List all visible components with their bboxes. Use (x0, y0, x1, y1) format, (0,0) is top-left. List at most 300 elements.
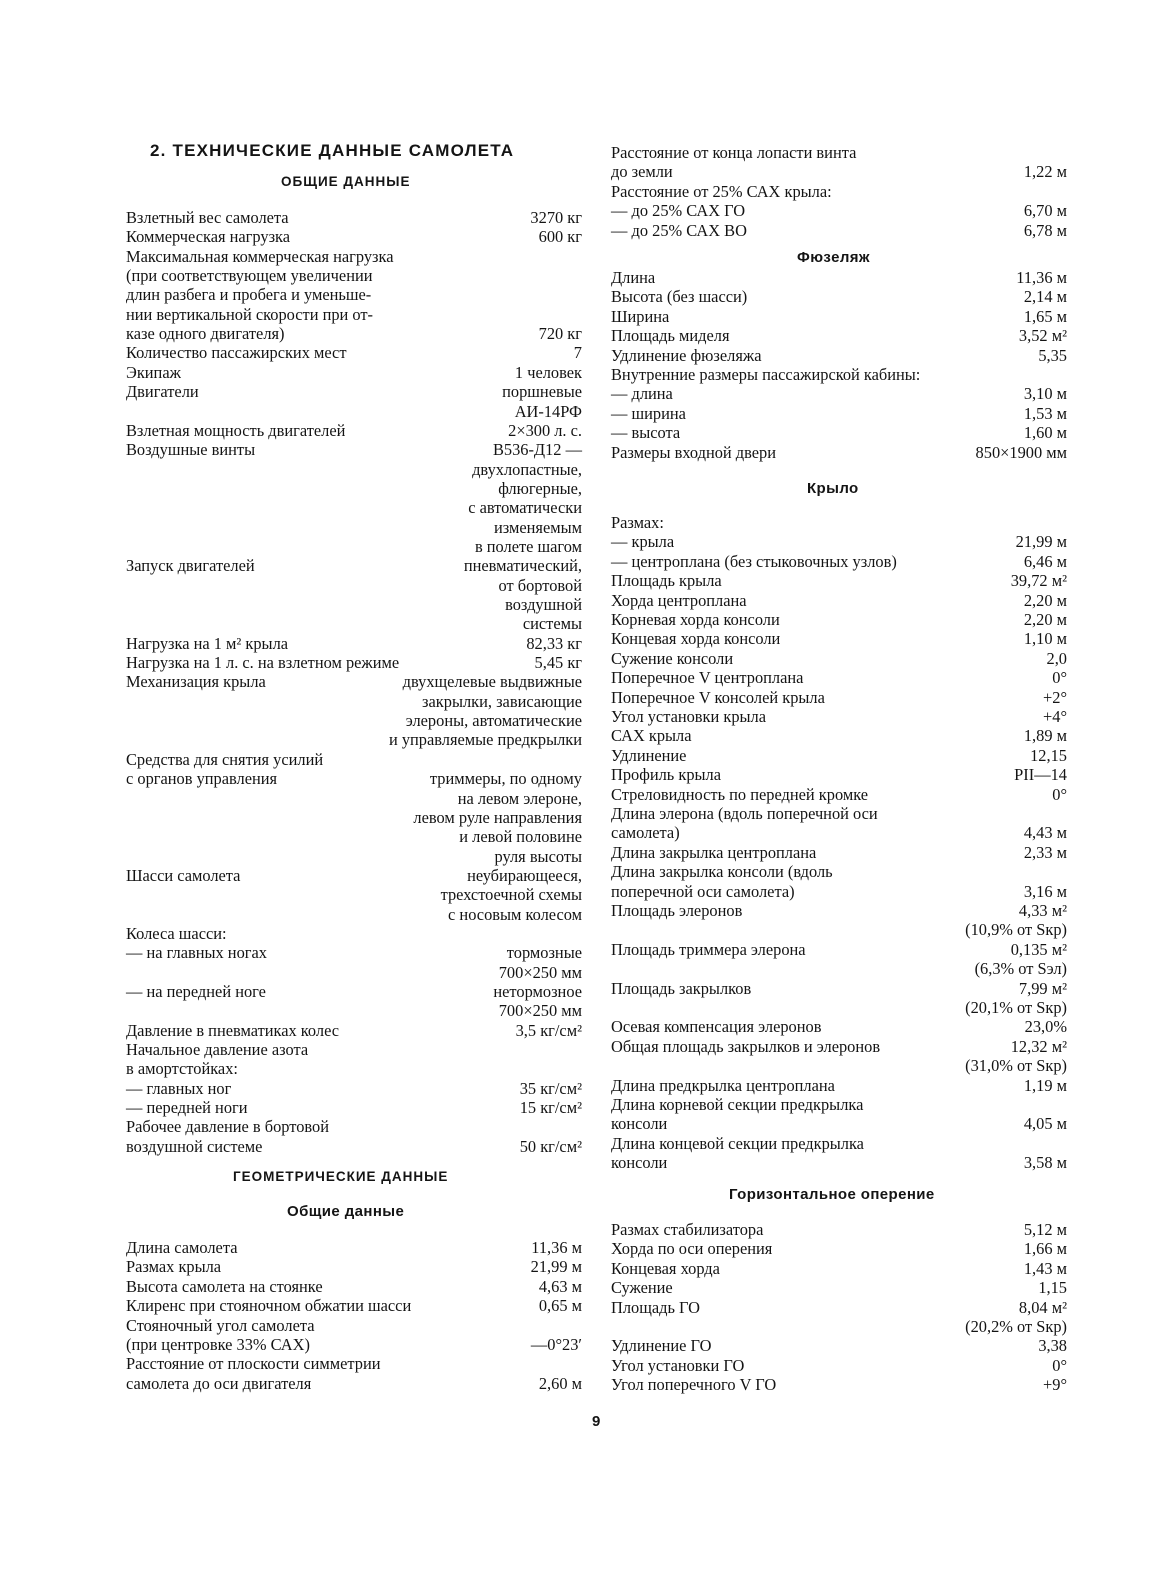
spec-value: 12,32 м² (1010, 1036, 1067, 1056)
spec-value: 4,05 м (1023, 1114, 1067, 1134)
spec-row (611, 1239, 1067, 1259)
spec-label: длин разбега и пробега и уменьше- (126, 285, 372, 305)
spec-row (611, 326, 1067, 346)
spec-row (611, 1220, 1067, 1240)
spec-value: 1,89 м (1023, 726, 1067, 746)
spec-label: Колеса шасси: (126, 923, 227, 943)
spec-row (611, 940, 1067, 960)
spec-row (126, 266, 582, 286)
spec-row (611, 268, 1067, 288)
spec-label: с органов управления (126, 769, 278, 789)
spec-value: двухлопастные, (472, 459, 582, 479)
spec-value: 3,5 кг/см² (515, 1020, 582, 1040)
spec-row (126, 595, 582, 615)
general-heading: ОБЩИЕ ДАННЫЕ (281, 174, 411, 189)
spec-label: Площадь крыла (611, 571, 722, 591)
spec-label: Нагрузка на 1 л. с. на взлетном режиме (126, 653, 400, 673)
spec-label: Высота самолета на стоянке (126, 1276, 323, 1296)
spec-row (611, 1056, 1067, 1076)
spec-row (611, 404, 1067, 424)
spec-label: Длина предкрылка центроплана (611, 1075, 835, 1095)
spec-label: — до 25% САХ ГО (611, 201, 746, 221)
spec-label: нии вертикальной скорости при от- (126, 304, 374, 324)
spec-label: — центроплана (без стыковочных узлов) (611, 551, 897, 571)
spec-row (126, 227, 582, 247)
spec-value: на левом элероне, (457, 788, 582, 808)
spec-value: (31,0% от Sкр) (965, 1056, 1067, 1076)
spec-label: казе одного двигателя) (126, 324, 285, 344)
spec-value: 600 кг (538, 227, 582, 247)
spec-label: Длина самолета (126, 1238, 238, 1257)
spec-label: Количество пассажирских мест (126, 343, 347, 363)
spec-label: Удлинение (611, 745, 687, 765)
spec-value: 6,70 м (1023, 201, 1067, 221)
spec-value: 2×300 л. с. (508, 420, 582, 440)
spec-value: 2,14 м (1023, 287, 1067, 307)
spec-label: — на главных ногах (126, 943, 267, 963)
spec-label: воздушной системе (126, 1136, 263, 1156)
spec-row (611, 726, 1067, 746)
spec-row (126, 1277, 582, 1297)
spec-value: 1,60 м (1023, 423, 1067, 443)
wing-heading: Крыло (807, 480, 859, 497)
spec-row (126, 1059, 582, 1079)
spec-row (611, 1134, 1067, 1154)
spec-row (126, 730, 582, 750)
page-title: 2. ТЕХНИЧЕСКИЕ ДАННЫЕ САМОЛЕТА (150, 141, 515, 160)
spec-label: Площадь ГО (611, 1297, 700, 1317)
spec-label: Концевая хорда (611, 1258, 720, 1278)
spec-label: Стояночный угол самолета (126, 1315, 315, 1335)
spec-value: 2,20 м (1023, 590, 1067, 610)
spec-label: Удлинение ГО (611, 1336, 712, 1356)
spec-value: 1,10 м (1023, 629, 1067, 649)
spec-row (126, 1040, 582, 1060)
spec-value: двухщелевые выдвижные (402, 672, 582, 692)
spec-value: 35 кг/см² (519, 1078, 582, 1098)
spec-row (126, 943, 582, 963)
spec-value: 21,99 м (530, 1257, 582, 1277)
spec-row (611, 823, 1067, 843)
spec-label: Внутренние размеры пассажирской кабины: (611, 365, 921, 384)
spec-value: 8,04 м² (1018, 1297, 1067, 1317)
spec-row (611, 1037, 1067, 1057)
spec-label: консоли (611, 1114, 668, 1134)
spec-label: Высота (без шасси) (611, 287, 748, 307)
spec-label: Хорда центроплана (611, 590, 747, 610)
spec-value: В536-Д12 — (492, 440, 582, 460)
spec-row (611, 979, 1067, 999)
spec-value: 23,0% (1024, 1017, 1067, 1037)
spec-row (611, 1259, 1067, 1279)
spec-value: 7,99 м² (1018, 978, 1067, 998)
spec-label: Поперечное V консолей крыла (611, 687, 825, 707)
spec-value: от бортовой (498, 575, 582, 595)
spec-value: изменяемым (493, 517, 582, 537)
spec-label: Площадь элеронов (611, 901, 743, 920)
spec-row (126, 672, 582, 692)
spec-row (611, 143, 1067, 163)
spec-row (611, 1153, 1067, 1173)
spec-label: Площадь триммера элерона (611, 939, 806, 959)
spec-value: 2,60 м (538, 1373, 582, 1393)
spec-row (611, 513, 1067, 533)
spec-value: 0° (1052, 668, 1067, 688)
fuselage-heading: Фюзеляж (797, 249, 870, 266)
spec-value: 5,45 кг (534, 653, 582, 673)
spec-row (126, 1296, 582, 1316)
spec-value: 1,43 м (1023, 1258, 1067, 1278)
spec-value: 1 человек (514, 362, 582, 382)
spec-value: +9° (1043, 1375, 1067, 1395)
spec-row (611, 1317, 1067, 1337)
spec-label: Корневая хорда консоли (611, 610, 780, 629)
spec-value: 0,135 м² (1010, 939, 1067, 959)
spec-value: (6,3% от Sэл) (974, 959, 1067, 979)
spec-row (126, 1079, 582, 1099)
spec-row (126, 1257, 582, 1277)
spec-row (126, 924, 582, 944)
spec-value: 12,15 (1030, 745, 1067, 765)
spec-row (126, 247, 582, 267)
spec-value: 0,65 м (538, 1296, 582, 1316)
spec-row (611, 688, 1067, 708)
spec-value: флюгерные, (498, 478, 582, 498)
spec-row (126, 1354, 582, 1374)
spec-row (126, 576, 582, 596)
spec-label: Длина концевой секции предкрылка (611, 1133, 864, 1153)
spec-row (611, 998, 1067, 1018)
spec-value: +4° (1043, 707, 1067, 726)
spec-row (611, 649, 1067, 669)
spec-value: 1,22 м (1023, 162, 1067, 182)
spec-value: 0° (1052, 784, 1067, 804)
spec-value: 3,16 м (1023, 881, 1067, 901)
spec-label: — до 25% САХ ВО (611, 220, 747, 240)
spec-row (126, 1137, 582, 1157)
spec-label: Площадь миделя (611, 326, 730, 346)
spec-value: элероны, автоматические (405, 711, 582, 731)
spec-row (126, 692, 582, 712)
spec-row (126, 769, 582, 789)
spec-label: самолета) (611, 823, 680, 843)
spec-value: 50 кг/см² (519, 1136, 582, 1156)
spec-label: — главных ног (126, 1078, 232, 1098)
spec-label: поперечной оси самолета) (611, 881, 795, 901)
spec-value: 3,38 (1038, 1336, 1067, 1356)
spec-label: — крыла (611, 532, 675, 552)
spec-row (611, 843, 1067, 863)
spec-label: Длина закрылка консоли (вдоль (611, 862, 833, 882)
spec-value: 1,53 м (1023, 403, 1067, 423)
spec-label: — ширина (611, 403, 686, 423)
spec-row (611, 1114, 1067, 1134)
spec-label: Длина элерона (вдоль поперечной оси (611, 804, 878, 823)
spec-row (126, 963, 582, 983)
spec-value: тормозные (506, 943, 582, 963)
spec-label: Площадь закрылков (611, 978, 752, 998)
spec-label: Длина корневой секции предкрылка (611, 1095, 864, 1114)
spec-label: Общая площадь закрылков и элеронов (611, 1036, 881, 1056)
spec-row (126, 885, 582, 905)
spec-row (126, 866, 582, 886)
spec-row (126, 382, 582, 402)
spec-row (126, 750, 582, 770)
spec-label: (при центровке 33% САХ) (126, 1335, 310, 1354)
spec-label: консоли (611, 1153, 668, 1173)
spec-value: 850×1900 мм (975, 442, 1067, 462)
spec-value: 2,33 м (1023, 842, 1067, 862)
spec-value: РII—14 (1014, 765, 1067, 785)
spec-row (611, 1076, 1067, 1096)
spec-row (126, 537, 582, 557)
spec-value: трехстоечной схемы (440, 885, 582, 905)
geometry-subheading: Общие данные (287, 1203, 405, 1220)
spec-value: пневматический, (463, 556, 582, 576)
spec-value: 1,66 м (1023, 1239, 1067, 1259)
spec-row (611, 765, 1067, 785)
spec-row (611, 746, 1067, 766)
spec-value: 3,10 м (1023, 384, 1067, 404)
spec-row (126, 905, 582, 925)
spec-value: и левой половине (459, 827, 582, 847)
spec-label: Угол установки крыла (611, 707, 767, 726)
spec-row (126, 808, 582, 828)
spec-label: — передней ноги (126, 1098, 248, 1118)
spec-row (611, 1095, 1067, 1115)
spec-label: Стреловидность по передней кромке (611, 784, 869, 804)
spec-value: 3,52 м² (1018, 326, 1067, 346)
spec-row (126, 1117, 582, 1137)
spec-value: 3270 кг (530, 208, 582, 227)
spec-label: Угол установки ГО (611, 1355, 745, 1375)
spec-row (126, 847, 582, 867)
spec-row (126, 1001, 582, 1021)
spec-label: САХ крыла (611, 726, 692, 746)
spec-value: триммеры, по одному (429, 769, 582, 789)
spec-label: — на передней ноге (126, 982, 266, 1001)
spec-value: +2° (1043, 687, 1067, 707)
spec-value: 700×250 мм (498, 1001, 582, 1021)
spec-value: 7 (573, 343, 582, 363)
spec-row (611, 221, 1067, 241)
spec-value: 1,65 м (1023, 306, 1067, 326)
spec-label: Размеры входной двери (611, 442, 777, 462)
spec-value: 2,20 м (1023, 610, 1067, 629)
spec-value: 11,36 м (1016, 268, 1067, 287)
spec-row (126, 343, 582, 363)
spec-value: 1,19 м (1023, 1075, 1067, 1095)
spec-row (126, 440, 582, 460)
spec-row (611, 610, 1067, 630)
spec-row (126, 305, 582, 325)
spec-row (611, 423, 1067, 443)
spec-label: Хорда по оси оперения (611, 1239, 773, 1259)
spec-value: 700×250 мм (498, 962, 582, 982)
spec-value: 3,58 м (1023, 1153, 1067, 1173)
geometry-heading: ГЕОМЕТРИЧЕСКИЕ ДАННЫЕ (233, 1169, 449, 1184)
spec-row (126, 518, 582, 538)
spec-label: Расстояние от конца лопасти винта (611, 143, 857, 162)
spec-value: 0° (1052, 1355, 1067, 1375)
spec-row (126, 479, 582, 499)
spec-row (126, 363, 582, 383)
spec-row (126, 1238, 582, 1258)
spec-row (611, 1278, 1067, 1298)
spec-row (611, 1298, 1067, 1318)
spec-label: Расстояние от плоскости симметрии (126, 1354, 381, 1374)
spec-row (126, 402, 582, 422)
page-number: 9 (592, 1413, 601, 1430)
spec-label: Размах крыла (126, 1257, 222, 1277)
spec-row (611, 201, 1067, 221)
spec-row (611, 862, 1067, 882)
spec-label: Взлетный вес самолета (126, 208, 289, 227)
spec-row (611, 1375, 1067, 1395)
spec-row (611, 785, 1067, 805)
spec-row (126, 1335, 582, 1355)
spec-row (611, 959, 1067, 979)
spec-label: Взлетная мощность двигателей (126, 420, 346, 440)
spec-value: 1,15 (1038, 1278, 1067, 1298)
spec-value: с автоматически (468, 498, 582, 518)
spec-label: Длина (611, 268, 656, 287)
spec-row (611, 882, 1067, 902)
spec-row (611, 901, 1067, 921)
spec-row (126, 982, 582, 1002)
spec-value: 11,36 м (531, 1238, 582, 1257)
spec-label: Нагрузка на 1 м² крыла (126, 633, 289, 653)
spec-value: АИ-14РФ (514, 401, 582, 421)
spec-label: Средства для снятия усилий (126, 749, 324, 769)
spec-value: воздушной (505, 595, 582, 614)
spec-label: — длина (611, 384, 673, 404)
spec-row (126, 634, 582, 654)
spec-label: до земли (611, 162, 673, 182)
spec-value: левом руле направления (413, 807, 582, 827)
spec-row (126, 789, 582, 809)
spec-value: системы (522, 614, 582, 634)
spec-label: Коммерческая нагрузка (126, 227, 291, 247)
spec-label: Максимальная коммерческая нагрузка (126, 246, 394, 266)
spec-value: 5,35 (1038, 345, 1067, 365)
spec-row (611, 707, 1067, 727)
spec-value: нетормозное (493, 982, 582, 1001)
spec-value: и управляемые предкрылки (388, 730, 582, 750)
spec-value: 720 кг (538, 324, 582, 344)
spec-row (611, 571, 1067, 591)
spec-label: Размах: (611, 513, 664, 532)
spec-value: —0°23′ (530, 1335, 582, 1354)
spec-value: 6,46 м (1023, 551, 1067, 571)
spec-value: неубирающееся, (467, 865, 582, 885)
spec-row (126, 827, 582, 847)
spec-value: поршневые (502, 382, 582, 402)
spec-row (611, 629, 1067, 649)
spec-row (611, 532, 1067, 552)
spec-value: 21,99 м (1015, 532, 1067, 552)
spec-value: руля высоты (494, 846, 582, 866)
spec-row (611, 591, 1067, 611)
tail-heading: Горизонтальное оперение (729, 1186, 935, 1203)
spec-value: закрылки, зависающие (422, 691, 582, 711)
spec-row (126, 421, 582, 441)
spec-label: Начальное давление азота (126, 1040, 309, 1060)
spec-value: (20,1% от Sкр) (965, 998, 1067, 1017)
spec-row (611, 162, 1067, 182)
spec-label: — высота (611, 423, 681, 443)
spec-row (611, 1017, 1067, 1037)
spec-value: 2,0 (1046, 648, 1067, 668)
spec-row (126, 1374, 582, 1394)
spec-label: Двигатели (126, 382, 199, 402)
spec-row (126, 653, 582, 673)
spec-label: Длина закрылка центроплана (611, 842, 817, 862)
spec-value: 6,78 м (1023, 220, 1067, 240)
spec-label: Шасси самолета (126, 865, 241, 885)
spec-row (126, 1316, 582, 1336)
spec-row (126, 711, 582, 731)
spec-row (611, 668, 1067, 688)
spec-label: Размах стабилизатора (611, 1220, 764, 1239)
spec-row (611, 384, 1067, 404)
spec-row (126, 556, 582, 576)
spec-label: Концевая хорда консоли (611, 629, 781, 649)
spec-label: Механизация крыла (126, 672, 266, 692)
spec-value: с носовым колесом (448, 904, 582, 924)
spec-value: 4,43 м (1023, 823, 1067, 843)
spec-row (611, 346, 1067, 366)
spec-row (611, 307, 1067, 327)
spec-row (611, 287, 1067, 307)
spec-row (126, 285, 582, 305)
spec-label: Сужение консоли (611, 648, 734, 668)
spec-label: Сужение (611, 1278, 673, 1298)
spec-value: (10,9% от Sкр) (965, 920, 1067, 940)
spec-label: Экипаж (126, 362, 181, 382)
spec-row (126, 1098, 582, 1118)
spec-value: (20,2% от Sкр) (965, 1317, 1067, 1336)
spec-row (611, 1336, 1067, 1356)
spec-value: в полете шагом (474, 536, 582, 556)
spec-label: (при соответствующем увеличении (126, 266, 373, 286)
spec-label: Клиренс при стояночном обжатии шасси (126, 1296, 412, 1316)
spec-row (126, 208, 582, 228)
spec-value: 5,12 м (1023, 1220, 1067, 1239)
spec-value: 4,63 м (538, 1276, 582, 1296)
spec-label: Запуск двигателей (126, 556, 255, 576)
spec-label: Поперечное V центроплана (611, 668, 804, 688)
spec-value: 4,33 м² (1018, 901, 1067, 920)
spec-row (126, 460, 582, 480)
spec-value: 15 кг/см² (519, 1098, 582, 1118)
spec-row (611, 804, 1067, 824)
spec-value: 82,33 кг (526, 633, 582, 653)
spec-label: Расстояние от 25% САХ крыла: (611, 181, 832, 201)
spec-row (611, 1356, 1067, 1376)
spec-label: в амортстойках: (126, 1059, 238, 1079)
spec-label: Удлинение фюзеляжа (611, 345, 762, 365)
spec-row (126, 614, 582, 634)
spec-value: 39,72 м² (1010, 571, 1067, 591)
spec-label: Профиль крыла (611, 765, 721, 785)
spec-label: Давление в пневматиках колес (126, 1020, 340, 1040)
spec-row (126, 1021, 582, 1041)
spec-label: Воздушные винты (126, 440, 256, 460)
spec-row (611, 182, 1067, 202)
spec-label: Осевая компенсация элеронов (611, 1017, 822, 1037)
spec-row (611, 552, 1067, 572)
